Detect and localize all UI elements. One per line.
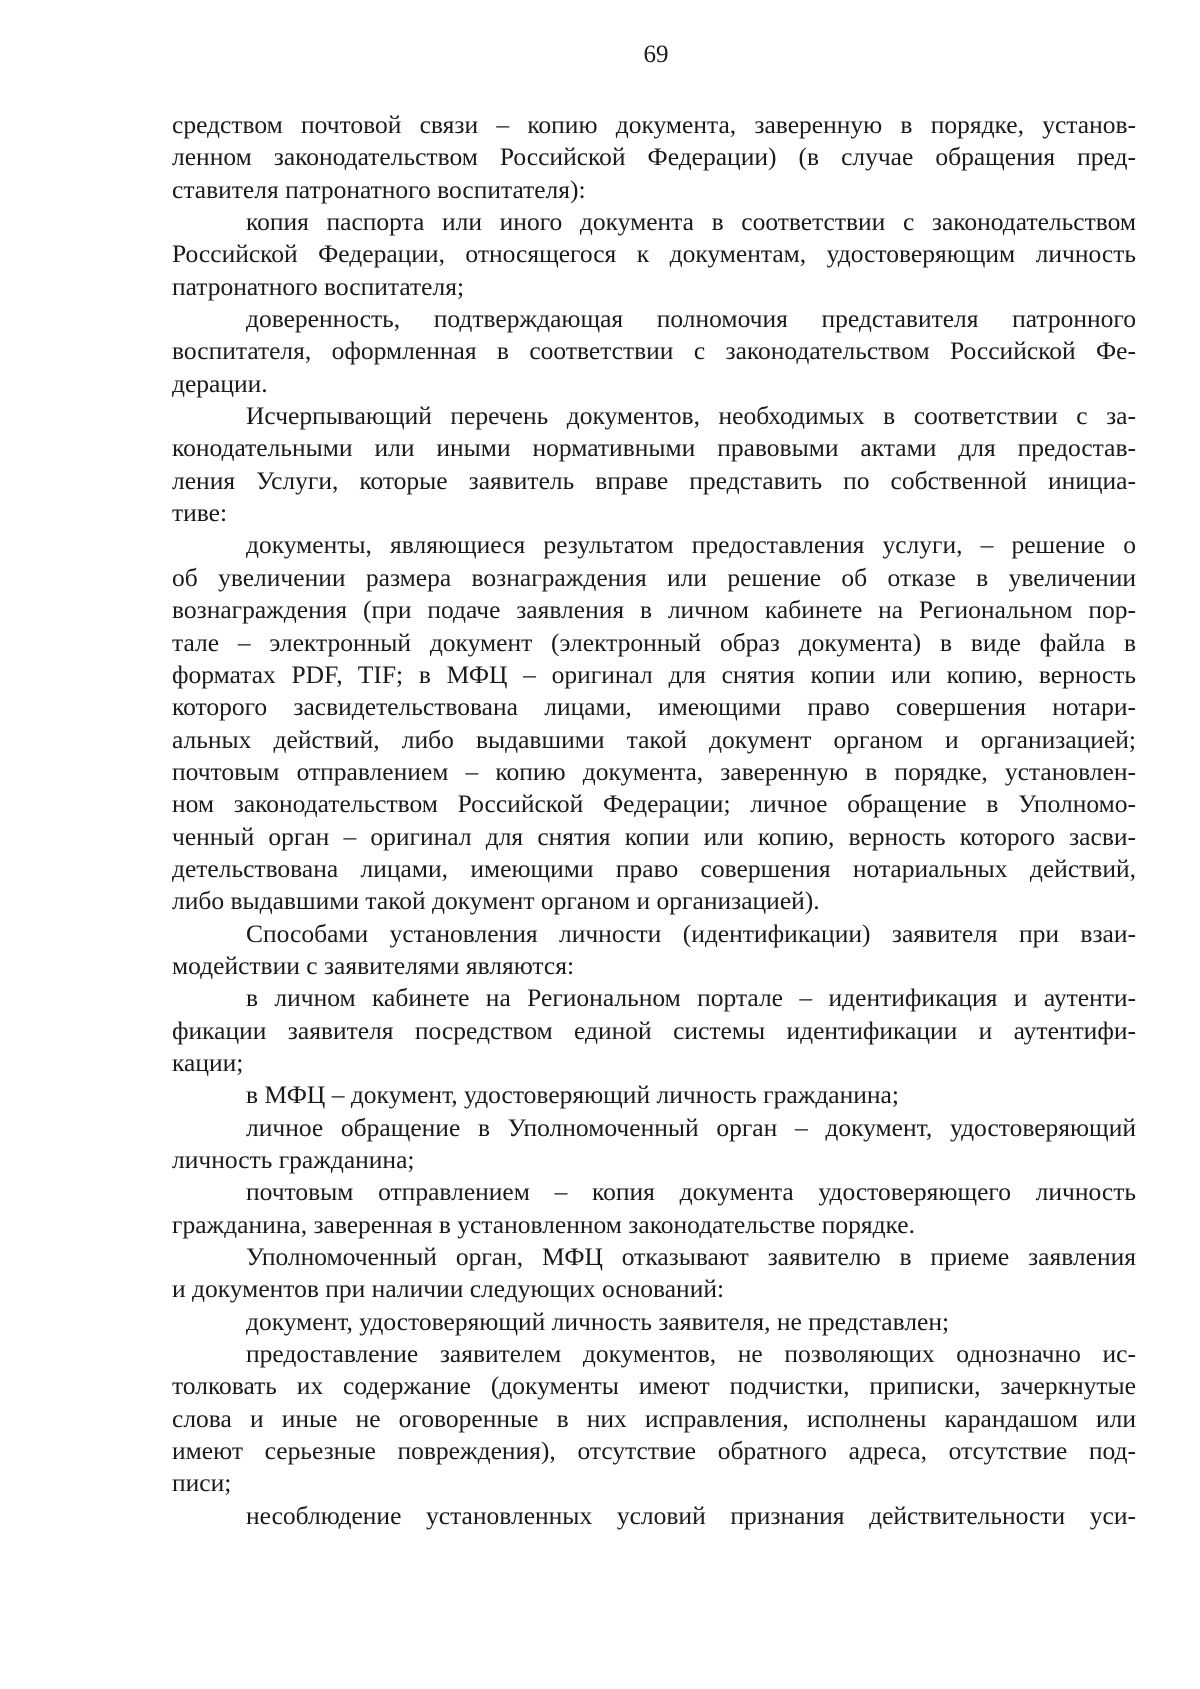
text-line: несоблюдение установленных условий признания действительности уси- [246,1500,1136,1530]
text-line: вознаграждения (при подаче заявления в личном кабинете на Региональном пор- [172,595,1136,625]
text-line: гражданина, заверенная в установленном законодательстве порядке. [172,1209,915,1239]
text-line: фикации заявителя посредством единой системы идентификации и аутентифи- [172,1015,1136,1045]
text-line: модействии с заявителями являются: [172,950,575,980]
text-line: копия паспорта или иного документа в соответствии с законодательством [246,207,1136,237]
text-line: воспитателя, оформленная в соответствии с законодательством Российской Фе- [172,336,1136,366]
text-line: тиве: [172,498,228,528]
text-line: детельствована лицами, имеющими право совершения нотариальных действий, [172,853,1136,883]
text-line: толковать их содержание (документы имеют подчистки, приписки, зачеркнутые [172,1371,1136,1401]
text-line: документы, являющиеся результатом предоставления услуги, – решение о [246,530,1136,560]
text-line: имеют серьезные повреждения), отсутствие обратного адреса, отсутствие под- [172,1436,1136,1466]
text-line: кации; [172,1047,244,1077]
text-line: личное обращение в Уполномоченный орган – документ, удостоверяющий [246,1112,1136,1142]
text-line: об увеличении размера вознаграждения или решение об отказе в увеличении [172,562,1136,592]
text-line: личность гражданина; [172,1145,415,1174]
text-line: конодательными или иными нормативными правовыми актами для предостав- [172,433,1136,463]
text-line: которого засвидетельствована лицами, имеющими право совершения нотари- [172,692,1136,722]
text-line: в личном кабинете на Региональном портале – идентификация и аутенти- [246,983,1136,1013]
text-line: Исчерпывающий перечень документов, необходимых в соответствии с за- [246,401,1136,431]
text-line: альных действий, либо выдавшими такой документ органом и организацией; [172,724,1136,754]
text-line: ставителя патронатного воспитателя): [172,174,586,204]
text-line: Способами установления личности (идентификации) заявителя при взаи- [246,918,1136,948]
document-body [172,109,1136,1532]
text-line: тале – электронный документ (электронный образ документа) в виде файла в [172,627,1136,657]
text-line: либо выдавшими такой документ органом и организацией). [172,886,820,916]
text-line: форматах PDF, TIF; в МФЦ – оригинал для снятия копии или копию, верность [172,659,1136,689]
text-line: писи; [172,1468,232,1498]
text-line: Российской Федерации, относящегося к документам, удостоверяющим личность [172,239,1136,269]
page-number: 69 [643,41,669,68]
text-line: ленном законодательством Российской Федерации) (в случае обращения пред- [172,142,1136,172]
text-line: документ, удостоверяющий личность заявителя, не представлен; [246,1306,950,1336]
text-line: ном законодательством Российской Федерации; личное обращение в Уполномо- [172,789,1136,819]
text-line: предоставление заявителем документов, не позволяющих однозначно ис- [246,1339,1136,1369]
text-line: и документов при наличии следующих оснований: [172,1274,725,1304]
text-line: патронатного воспитателя; [172,271,465,301]
text-line: слова и иные не оговоренные в них исправления, исполнены карандашом или [172,1403,1136,1433]
text-line: почтовым отправлением – копия документа удостоверяющего личность [246,1177,1136,1207]
text-line: средством почтовой связи – копию документа, заверенную в порядке, установ- [172,110,1136,139]
text-line: ченный орган – оригинал для снятия копии или копию, верность которого засви- [172,821,1136,851]
text-line: ления Услуги, которые заявитель вправе представить по собственной инициа- [172,465,1136,495]
text-line: доверенность, подтверждающая полномочия представителя патронного [246,304,1136,334]
text-line: почтовым отправлением – копию документа, заверенную в порядке, установлен- [172,756,1136,786]
text-line: в МФЦ – документ, удостоверяющий личность гражданина; [246,1080,899,1110]
text-line: Уполномоченный орган, МФЦ отказывают заявителю в приеме заявления [246,1242,1136,1272]
text-line: дерации. [172,368,268,398]
